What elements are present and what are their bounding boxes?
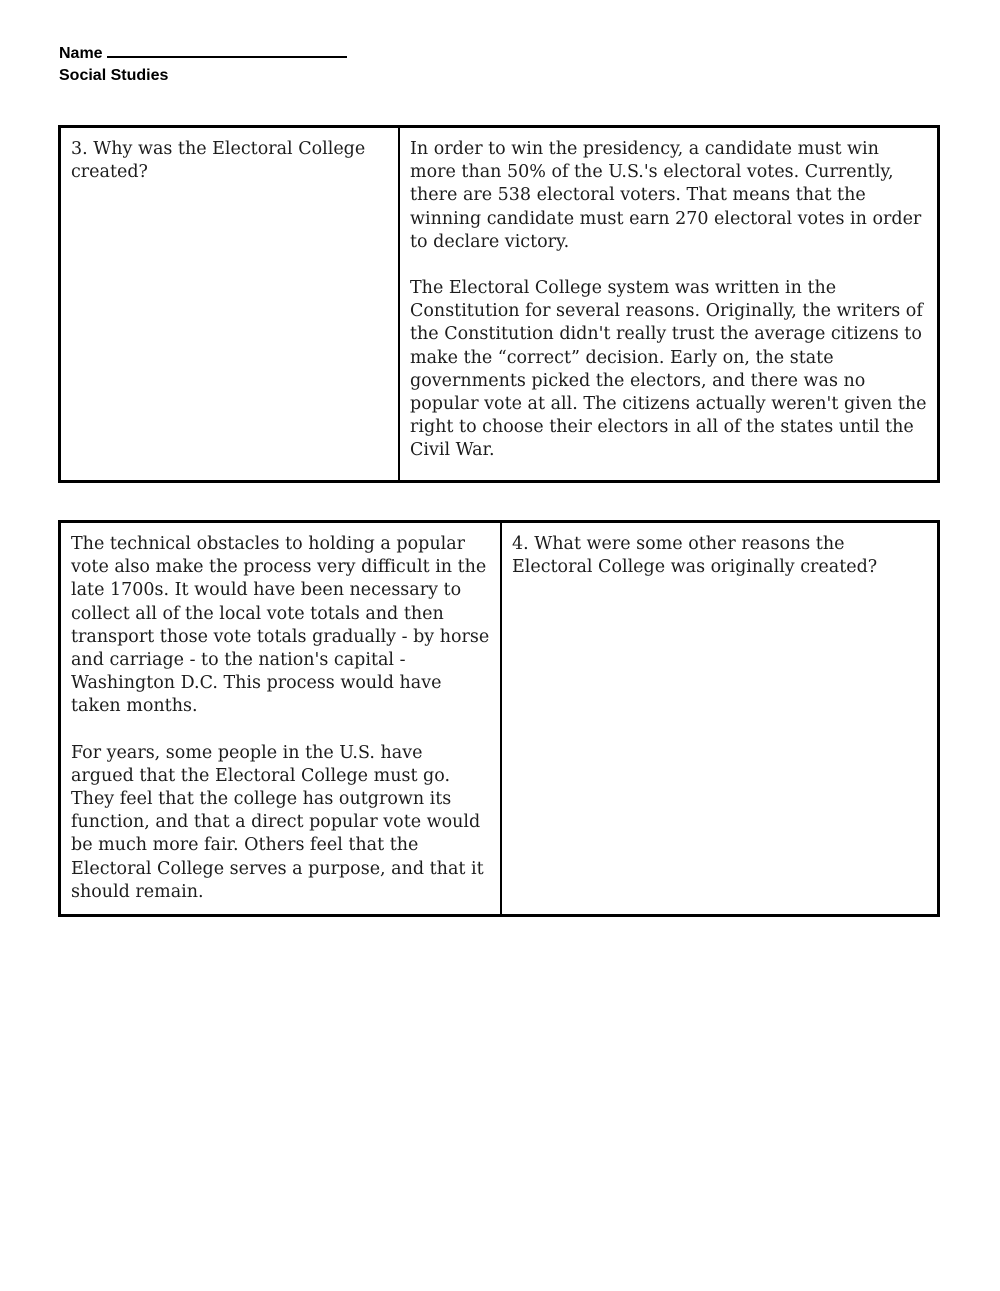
question-4-table	[58, 520, 940, 917]
name-field[interactable]	[59, 42, 347, 65]
subject-label: Social Studies	[59, 67, 169, 84]
passage-1-paragraph-2: The Electoral College system was written in the Constitution for several reasons. Originally, the writers of the Constitution didn't really trust the average citizens to make the “correct” decision. Early on, the state governments picked the electors, and there was no popular vote at all. The citizens actually weren't given the right to choose their electors in all of the states until the Civil War.	[410, 278, 927, 461]
question-4-text: 4. What were some other reasons the Electoral College was originally created?	[512, 534, 878, 578]
question-3-cell[interactable]	[61, 128, 398, 480]
worksheet-header	[59, 42, 347, 87]
name-blank-line[interactable]	[107, 42, 347, 58]
passage-1-paragraph-1: In order to win the presidency, a candidate must win more than 50% of the U.S.'s electoral votes. Currently, there are 538 electoral voters. That means that the winning candidate must earn 270 electoral votes in order to declare victory.	[410, 139, 922, 252]
question-3-text: 3. Why was the Electoral College created?	[71, 139, 366, 183]
question-3-table	[58, 125, 940, 483]
reading-passage-2	[61, 523, 500, 914]
passage-2-paragraph-1: The technical obstacles to holding a popular vote also make the process very difficult in the late 1700s. It would have been necessary to collect all of the local vote totals and then transport those vote totals gradually - by horse and carriage - to the nation's capital - Washington D.C. This process would have taken months.	[71, 534, 490, 717]
question-4-cell[interactable]	[500, 523, 937, 914]
name-label: Name	[59, 45, 103, 62]
reading-passage-1	[398, 128, 937, 480]
passage-2-paragraph-2: For years, some people in the U.S. have argued that the Electoral College must go. They feel that the college has outgrown its function, and that a direct popular vote would be much more fair. Others feel that the Electoral College serves a purpose, and that it should remain.	[71, 742, 484, 902]
